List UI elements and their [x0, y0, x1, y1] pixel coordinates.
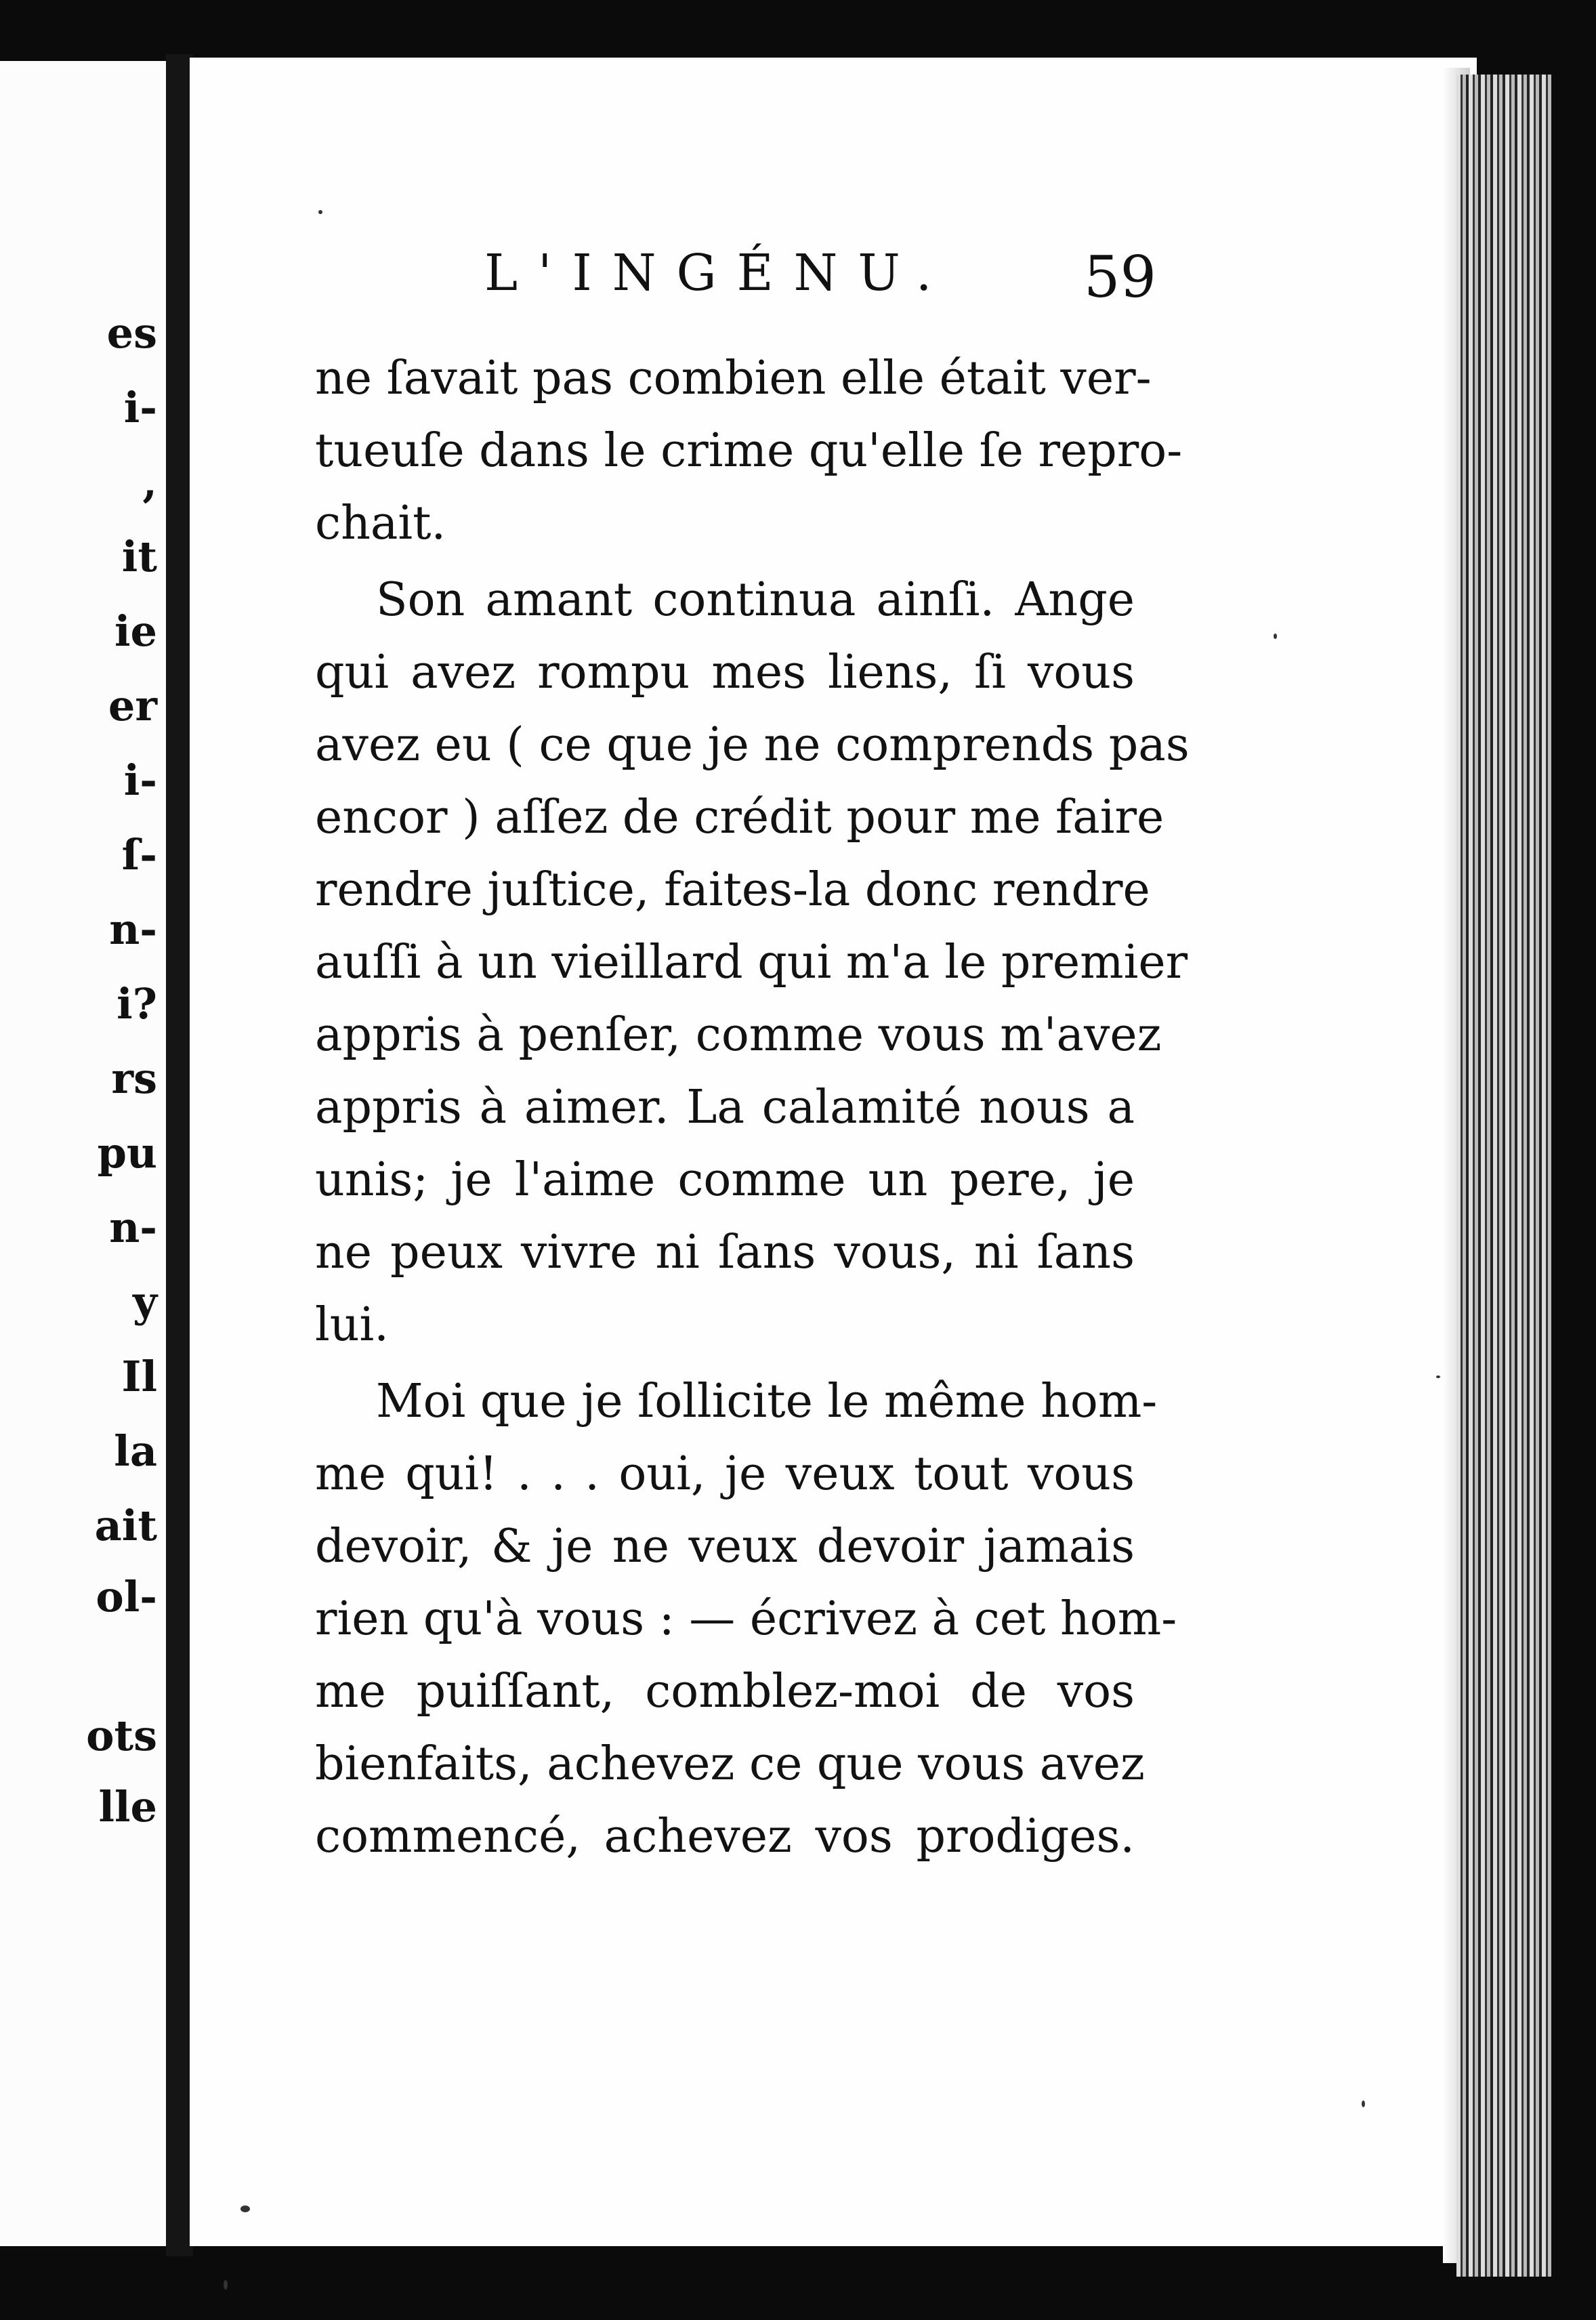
left-page-line-ending: er [108, 681, 157, 730]
text-line: devoir, & je ne veux devoir jamais [315, 1520, 1135, 1573]
left-page-line-ending: la [114, 1426, 157, 1476]
speck [1436, 1375, 1440, 1378]
left-page-line-ending: , [142, 457, 157, 507]
text-line: unis; je l'aime comme un pere, je [315, 1153, 1135, 1207]
speck [1274, 634, 1277, 639]
text-line: auſſi à un vieillard qui m'a le premier [315, 936, 1188, 989]
text-line: avez eu ( ce que je ne comprends pas [315, 718, 1190, 772]
text-line: rien qu'à vous : — écrivez à cet hom- [315, 1592, 1177, 1646]
text-line: bienfaits, achevez ce que vous avez [315, 1737, 1145, 1791]
text-line: Moi que je ſollicite le même hom- [376, 1375, 1158, 1428]
speck [318, 210, 322, 214]
text-line: rendre juſtice, faites-la donc rendre [315, 863, 1150, 917]
text-line: me qui! . . . oui, je veux tout vous [315, 1447, 1135, 1501]
left-page-line-ending: i- [123, 755, 157, 805]
page-number: 59 [1084, 244, 1156, 310]
speck [240, 2205, 250, 2212]
text-line: ne peux vivre ni ſans vous, ni ſans [315, 1226, 1135, 1279]
left-page-line-ending: ol- [96, 1572, 157, 1621]
left-page-line-ending: n- [109, 1203, 157, 1252]
left-page-line-ending: ſ- [121, 830, 157, 879]
text-line: me puiſſant, comblez-moi de vos [315, 1665, 1135, 1718]
page-block-edges [1456, 75, 1551, 2277]
text-line: Son amant continua ainſi. Ange [376, 573, 1135, 627]
left-page-line-ending: n- [109, 905, 157, 954]
book-gutter [166, 54, 193, 2256]
text-line: chait. [315, 497, 446, 550]
left-page-line-ending: pu [97, 1128, 157, 1178]
left-page-line-ending: Il [121, 1352, 157, 1401]
speck [224, 2280, 228, 2290]
left-page-line-ending: ie [114, 606, 157, 656]
left-page-line-ending: ait [94, 1501, 157, 1550]
left-page-line-ending: i? [117, 979, 157, 1029]
left-page-line-ending: es [106, 308, 157, 358]
text-line: encor ) aſſez de crédit pour me faire [315, 791, 1164, 844]
left-page-fragment [0, 61, 173, 2246]
text-line: appris à aimer. La calamité nous a [315, 1081, 1135, 1134]
speck [1362, 2100, 1365, 2107]
left-page-line-ending: rs [111, 1054, 157, 1103]
body-text [315, 342, 1190, 1873]
left-page-line-ending: y [132, 1277, 157, 1327]
text-line: tueuſe dans le crime qu'elle ſe repro- [315, 424, 1183, 478]
text-line: ne ſavait pas combien elle était ver- [315, 352, 1152, 405]
text-line: commencé, achevez vos prodiges. [315, 1810, 1135, 1863]
left-page-line-ending: it [121, 532, 157, 581]
text-line: appris à penſer, comme vous m'avez [315, 1008, 1162, 1062]
left-page-line-ending: i- [123, 383, 157, 432]
text-line: qui avez rompu mes liens, ſi vous [315, 646, 1135, 699]
running-head [484, 244, 1162, 318]
text-line: lui. [315, 1298, 389, 1352]
left-page-line-ending: ots [86, 1711, 157, 1760]
running-title: L'INGÉNU. [484, 244, 952, 302]
left-page-line-ending: lle [98, 1782, 157, 1831]
